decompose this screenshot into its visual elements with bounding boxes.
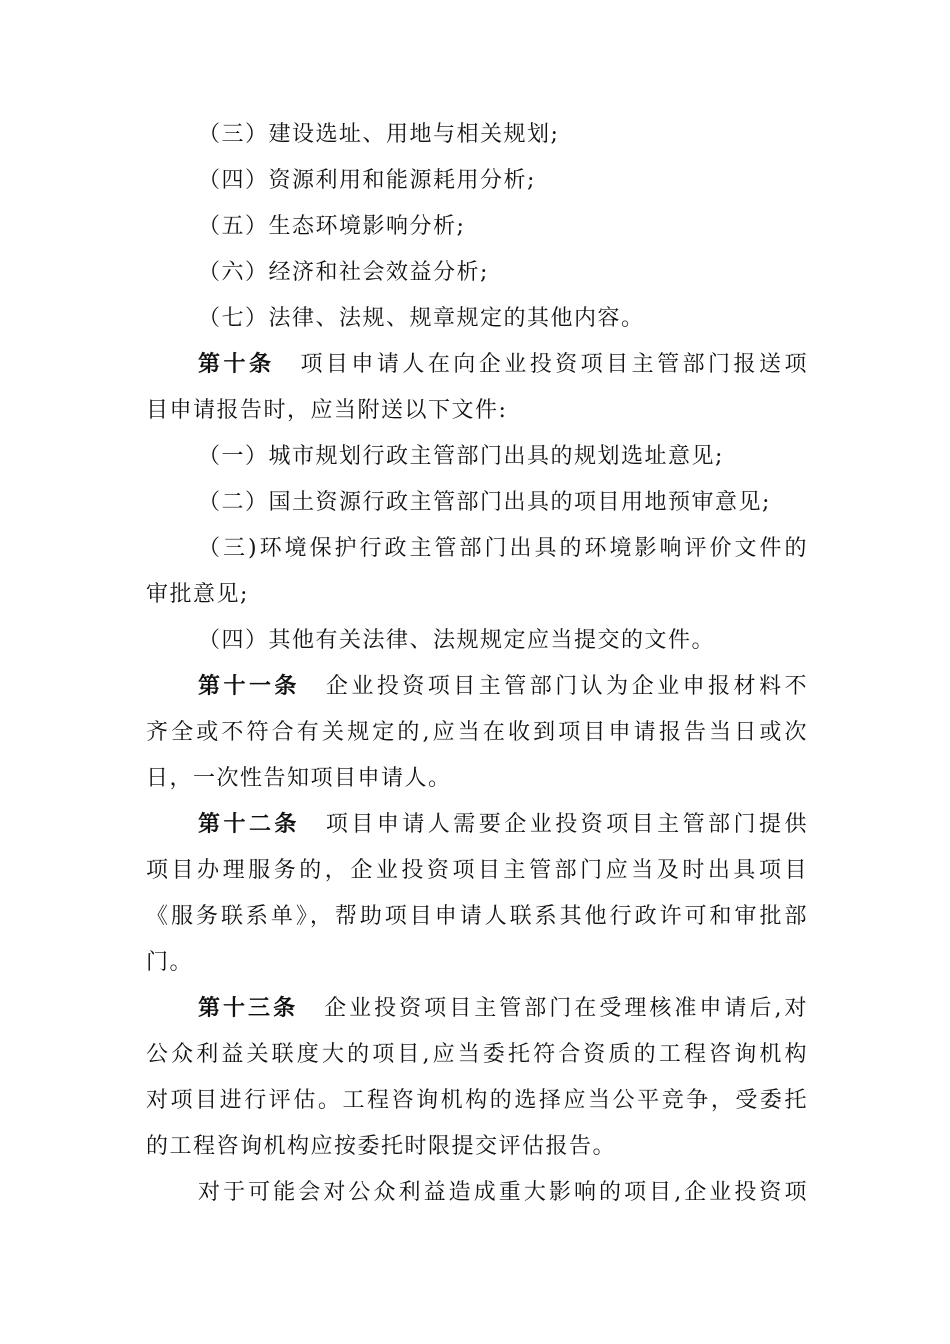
- article-10-text: 项目申请人在向企业投资项目主管部门报送项: [300, 352, 808, 377]
- list-item: （三）建设选址、用地与相关规划;: [198, 122, 560, 147]
- article-12-line-3: 《服务联系单》，帮助项目申请人联系其他行政许可和审批部: [146, 904, 808, 929]
- article-13-title: 第十三条: [198, 996, 299, 1021]
- article-13-line-5: 对于可能会对公众利益造成重大影响的项目,企业投资项: [198, 1180, 808, 1205]
- article-12-line-4: 门。: [146, 950, 194, 975]
- article-11-line-1: [146, 664, 808, 710]
- list-item-continuation: 审批意见;: [146, 582, 249, 607]
- document-page: [146, 112, 808, 1216]
- list-item: （六）经济和社会效益分析;: [198, 260, 489, 285]
- article-13-line-1: [146, 986, 808, 1032]
- list-item: （四）资源利用和能源耗用分析;: [198, 168, 536, 193]
- article-12-line-2: 项目办理服务的，企业投资项目主管部门应当及时出具项目: [146, 858, 808, 883]
- list-item: （七）法律、法规、规章规定的其他内容。: [198, 306, 645, 331]
- article-10-title: 第十条: [198, 352, 275, 377]
- article-12-text: 项目申请人需要企业投资项目主管部门提供: [325, 812, 808, 837]
- article-10-line-1: [146, 342, 808, 388]
- article-13-line-2: 公众利益关联度大的项目,应当委托符合资质的工程咨询机构: [146, 1042, 808, 1067]
- article-12-line-1: [146, 802, 808, 848]
- list-item: （一）城市规划行政主管部门出具的规划选址意见;: [198, 444, 724, 469]
- article-13-text: 企业投资项目主管部门在受理核准申请后,对: [324, 996, 808, 1021]
- list-item: （二）国土资源行政主管部门出具的项目用地预审意见;: [198, 490, 771, 515]
- article-11-line-2: 齐全或不符合有关规定的,应当在收到项目申请报告当日或次: [146, 720, 808, 745]
- list-item: （五）生态环境影响分析;: [198, 214, 466, 239]
- article-11-text: 企业投资项目主管部门认为企业申报材料不: [325, 674, 808, 699]
- article-12-title: 第十二条: [198, 812, 300, 837]
- article-11-title: 第十一条: [198, 674, 300, 699]
- article-13-line-4: 的工程咨询机构应按委托时限提交评估报告。: [146, 1134, 617, 1159]
- article-10-line-2: 目申请报告时，应当附送以下文件:: [146, 398, 508, 423]
- list-item: （四）其他有关法律、法规规定应当提交的文件。: [198, 628, 716, 653]
- article-11-line-3: 日，一次性告知项目申请人。: [146, 766, 452, 791]
- list-item: （三)环境保护行政主管部门出具的环境影响评价文件的: [198, 536, 808, 561]
- article-13-line-3: 对项目进行评估。工程咨询机构的选择应当公平竞争，受委托: [146, 1088, 808, 1113]
